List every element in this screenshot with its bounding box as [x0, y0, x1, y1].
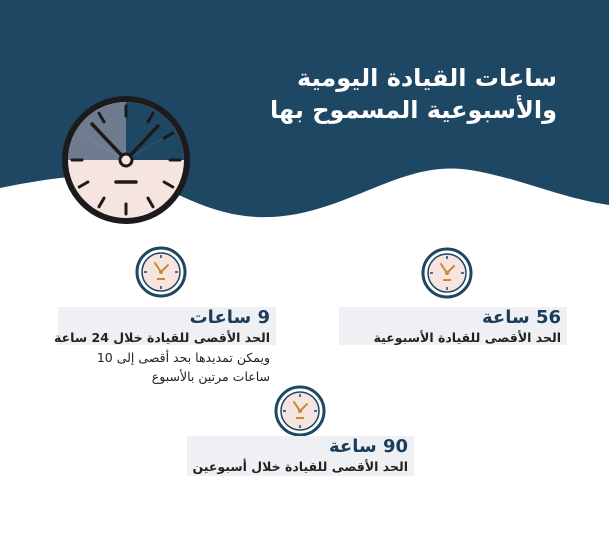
card-daily-note-line-1: ويمكن تمديدها بحد أقصى إلى 10: [96, 350, 270, 365]
card-biweekly-title: 90 ساعة: [328, 436, 408, 457]
card-biweekly-limit: [187, 436, 414, 476]
card-daily-note: [40, 348, 270, 386]
clock-icon-biweekly: [274, 385, 326, 437]
card-weekly-subtitle: الحد الأقصى للقيادة الأسبوعية: [373, 330, 561, 345]
clock-icon-daily: [135, 246, 187, 298]
title-line-2: والأسبوعية المسموح بها: [270, 96, 557, 124]
big-clock-icon: [58, 92, 194, 228]
card-weekly-limit: [339, 307, 567, 345]
card-daily-subtitle: الحد الأقصى للقيادة خلال 24 ساعة: [54, 330, 270, 345]
card-daily-title: 9 ساعات: [189, 307, 270, 328]
card-daily-limit: [54, 307, 276, 345]
page-title: [237, 62, 557, 126]
card-weekly-title: 56 ساعة: [481, 307, 561, 328]
card-daily-note-line-2: ساعات مرتين بالأسبوع: [151, 369, 270, 384]
title-line-1: ساعات القيادة اليومية: [297, 64, 557, 92]
clock-icon-weekly: [421, 247, 473, 299]
card-biweekly-subtitle: الحد الأقصى للقيادة خلال أسبوعين: [192, 459, 408, 474]
